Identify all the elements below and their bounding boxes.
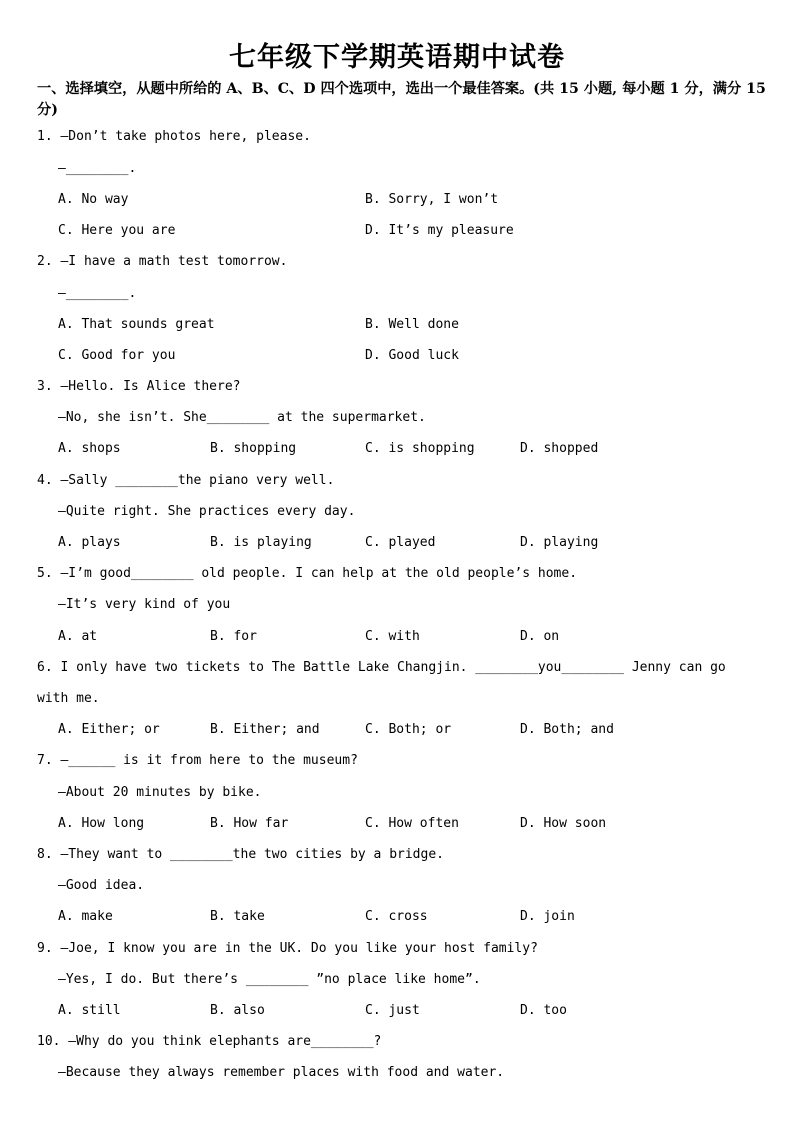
question-5-stem: 5. —I’m good________ old people. I can help at the old people’s home.: [37, 566, 578, 581]
question-2-option-a[interactable]: A. That sounds great: [58, 317, 215, 332]
question-3-option-a[interactable]: A. shops: [58, 441, 121, 456]
question-1-stem: 1. —Don’t take photos here, please.: [37, 129, 311, 144]
question-7-option-a[interactable]: A. How long: [58, 816, 145, 831]
question-4-option-d[interactable]: D. playing: [520, 535, 599, 550]
question-8-response: —Good idea.: [58, 878, 145, 893]
question-9-option-c[interactable]: C. just: [365, 1003, 420, 1018]
question-10-response: —Because they always remember places with food and water.: [58, 1065, 505, 1080]
question-1-option-a[interactable]: A. No way: [58, 192, 129, 207]
question-10-stem: 10. —Why do you think elephants are________?: [37, 1034, 382, 1049]
question-3-option-d[interactable]: D. shopped: [520, 441, 599, 456]
question-1-answer-line: —________.: [58, 161, 137, 176]
question-2-option-c[interactable]: C. Good for you: [58, 348, 176, 363]
question-5-option-a[interactable]: A. at: [58, 629, 98, 644]
question-7-option-c[interactable]: C. How often: [365, 816, 459, 831]
question-5-option-d[interactable]: D. on: [520, 629, 560, 644]
question-2-answer-line: —________.: [58, 286, 137, 301]
question-8-option-a[interactable]: A. make: [58, 909, 113, 924]
question-3-stem: 3. —Hello. Is Alice there?: [37, 379, 241, 394]
question-2-stem: 2. —I have a math test tomorrow.: [37, 254, 288, 269]
question-6-stem-continued: with me.: [37, 691, 100, 706]
question-1-option-c[interactable]: C. Here you are: [58, 223, 176, 238]
question-8-option-b[interactable]: B. take: [210, 909, 265, 924]
question-2-option-d[interactable]: D. Good luck: [365, 348, 459, 363]
question-7-stem: 7. —______ is it from here to the museum?: [37, 753, 358, 768]
exam-title: 七年级下学期英语期中试卷: [229, 42, 565, 73]
question-9-option-d[interactable]: D. too: [520, 1003, 567, 1018]
question-7-option-b[interactable]: B. How far: [210, 816, 289, 831]
question-4-option-b[interactable]: B. is playing: [210, 535, 312, 550]
question-6-stem: 6. I only have two tickets to The Battle Lake Changjin. ________you________ Jenny can go: [37, 660, 726, 675]
question-8-stem: 8. —They want to ________the two cities by a bridge.: [37, 847, 444, 862]
question-6-option-b[interactable]: B. Either; and: [210, 722, 320, 737]
question-5-response: —It’s very kind of you: [58, 597, 231, 612]
question-6-option-d[interactable]: D. Both; and: [520, 722, 614, 737]
section-heading: 一、选择填空，从题中所给的 A、B、C、D 四个选项中，选出一个最佳答案。(共 15 小题, 每小题 1 分，满分 15 分): [37, 81, 766, 118]
question-4-stem: 4. —Sally ________the piano very well.: [37, 473, 335, 488]
question-8-option-d[interactable]: D. join: [520, 909, 575, 924]
question-6-option-c[interactable]: C. Both; or: [365, 722, 452, 737]
question-8-option-c[interactable]: C. cross: [365, 909, 428, 924]
question-9-stem: 9. —Joe, I know you are in the UK. Do you like your host family?: [37, 941, 538, 956]
question-1-option-d[interactable]: D. It’s my pleasure: [365, 223, 514, 238]
question-4-option-c[interactable]: C. played: [365, 535, 436, 550]
question-3-option-c[interactable]: C. is shopping: [365, 441, 475, 456]
question-7-option-d[interactable]: D. How soon: [520, 816, 607, 831]
question-4-response: —Quite right. She practices every day.: [58, 504, 356, 519]
question-6-option-a[interactable]: A. Either; or: [58, 722, 160, 737]
question-5-option-c[interactable]: C. with: [365, 629, 420, 644]
question-7-response: —About 20 minutes by bike.: [58, 785, 262, 800]
question-2-option-b[interactable]: B. Well done: [365, 317, 459, 332]
question-9-response: —Yes, I do. But there’s ________ ”no place like home”.: [58, 972, 481, 987]
question-9-option-a[interactable]: A. still: [58, 1003, 121, 1018]
question-5-option-b[interactable]: B. for: [210, 629, 257, 644]
question-1-option-b[interactable]: B. Sorry, I won’t: [365, 192, 499, 207]
question-9-option-b[interactable]: B. also: [210, 1003, 265, 1018]
question-3-option-b[interactable]: B. shopping: [210, 441, 297, 456]
question-4-option-a[interactable]: A. plays: [58, 535, 121, 550]
question-3-response: —No, she isn’t. She________ at the supermarket.: [58, 410, 426, 425]
